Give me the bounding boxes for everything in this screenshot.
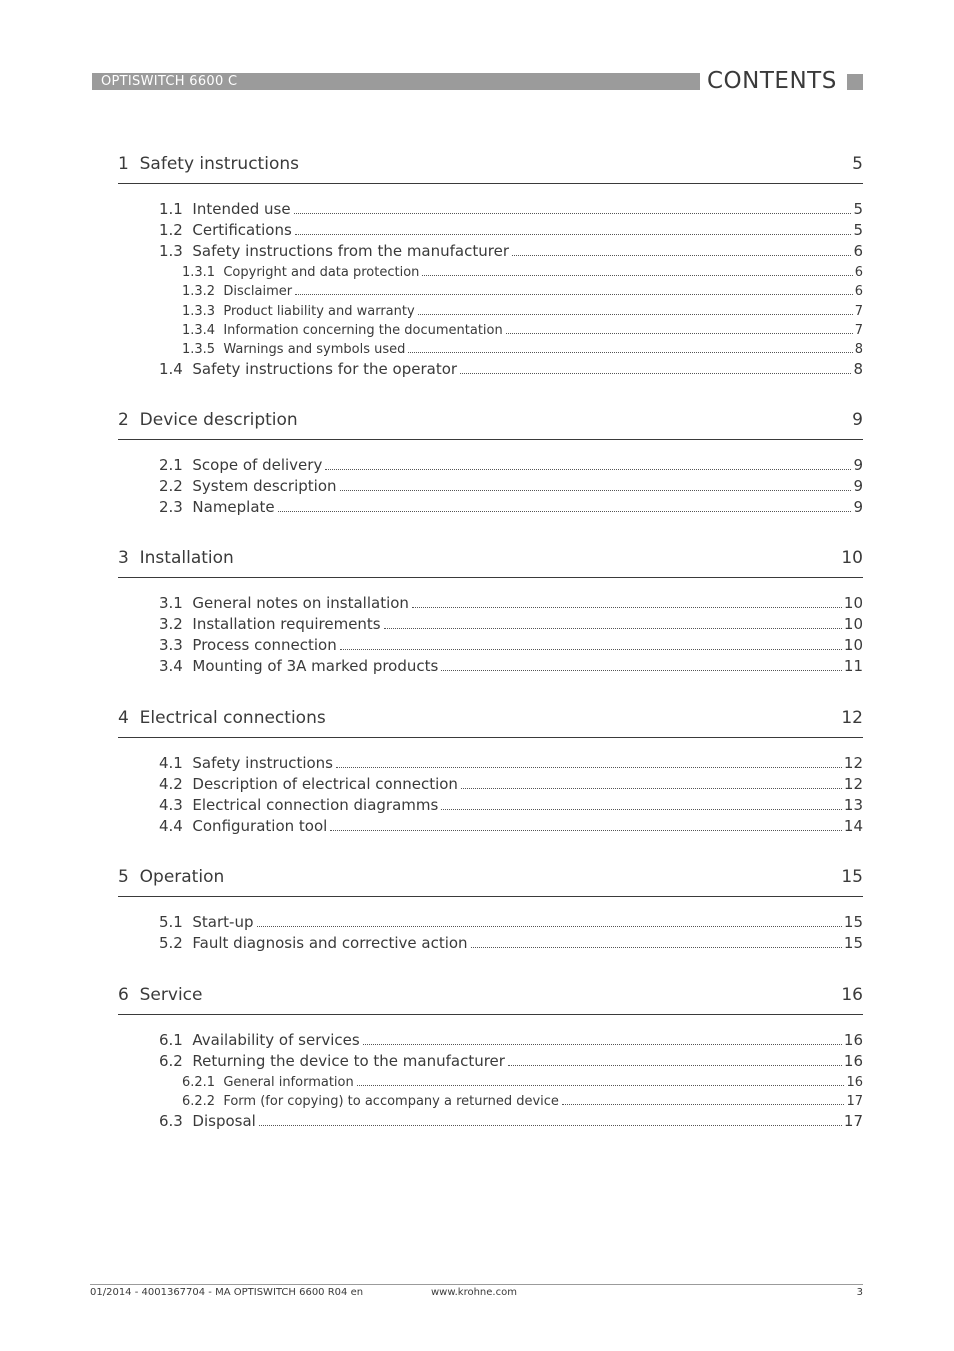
toc-chapter-label: Installation: [139, 548, 234, 568]
toc-chapter-label: Service: [139, 985, 203, 1005]
toc-chapter-title: [118, 979, 202, 1011]
toc-chapter-number: 4: [118, 708, 129, 728]
dot-leader: [412, 607, 842, 608]
toc-chapter-number: 3: [118, 548, 129, 568]
toc-entry[interactable]: [159, 220, 863, 241]
dot-leader: [461, 788, 842, 789]
toc-entry-page: 17: [846, 1094, 863, 1110]
dot-leader: [506, 333, 853, 334]
toc-entry-page: 14: [843, 817, 863, 835]
page-footer: [90, 1284, 863, 1304]
dot-leader: [562, 1104, 845, 1105]
toc-chapter-number: 1: [118, 154, 129, 174]
toc-entry[interactable]: [182, 263, 863, 282]
toc-entry-number: 1.4: [159, 359, 183, 378]
dot-leader: [408, 352, 852, 353]
toc-entry[interactable]: [159, 656, 863, 677]
dot-leader: [422, 275, 852, 276]
toc-entry-page: 9: [853, 456, 863, 474]
toc-entry[interactable]: [182, 282, 863, 301]
toc-entry[interactable]: [182, 321, 863, 340]
toc-entry-title: Configuration tool: [192, 817, 328, 835]
toc-entry-number: 3.4: [159, 657, 183, 675]
toc-entry[interactable]: [159, 497, 863, 518]
toc-chapter[interactable]: [118, 702, 863, 738]
toc-entry-page: 15: [843, 934, 863, 952]
toc-entry[interactable]: [159, 795, 863, 816]
toc-entry-page: 11: [843, 657, 863, 675]
toc-entry[interactable]: [182, 1092, 863, 1111]
toc-entry-title: Start-up: [192, 913, 254, 931]
toc-entry[interactable]: [182, 340, 863, 359]
toc-chapter-page: 12: [841, 708, 863, 728]
dot-leader: [295, 294, 853, 295]
toc-entry-page: 8: [853, 359, 863, 378]
toc-entry-title: Form (for copying) to accompany a returned device: [223, 1094, 559, 1110]
page-number: 3: [856, 1287, 863, 1298]
toc-entry-number: 1.3.2: [182, 284, 216, 300]
toc-entry-page: 10: [843, 594, 863, 612]
toc-entry-page: 5: [853, 200, 863, 218]
dot-leader: [384, 628, 842, 629]
toc-entry-title: System description: [192, 477, 337, 495]
dot-leader: [363, 1044, 842, 1045]
toc-chapter[interactable]: [118, 404, 863, 440]
toc-entry-number: 1.3: [159, 242, 183, 260]
toc-entry-number: 3.1: [159, 594, 183, 612]
toc-entry-page: 6: [854, 265, 863, 280]
toc-entry-number: 1.3.3: [182, 303, 216, 319]
toc-entry-title: Electrical connection diagramms: [192, 796, 439, 814]
dot-leader: [471, 947, 842, 948]
toc-chapter-page: 9: [852, 410, 863, 430]
page-title: CONTENTS: [707, 68, 837, 94]
toc-entry-title: General notes on installation: [192, 594, 409, 612]
dot-leader: [508, 1065, 842, 1066]
dot-leader: [340, 490, 852, 491]
toc-entry-title: Safety instructions for the operator: [192, 359, 458, 378]
toc-entry[interactable]: [159, 359, 863, 380]
dot-leader: [340, 649, 842, 650]
toc-entry-number: 2.2: [159, 477, 183, 495]
toc-entry[interactable]: [159, 199, 863, 220]
toc-entry-page: 13: [843, 796, 863, 814]
toc-chapter[interactable]: [118, 148, 863, 184]
toc-entry[interactable]: [159, 476, 863, 497]
toc-entry-number: 2.1: [159, 456, 183, 474]
toc-entry-title: Product liability and warranty: [223, 303, 415, 319]
toc-chapter-page: 15: [841, 867, 863, 887]
toc-chapter-title: [118, 148, 299, 180]
toc-chapter-label: Electrical connections: [139, 708, 326, 728]
dot-leader: [512, 255, 851, 256]
toc-entry[interactable]: [182, 1073, 863, 1092]
toc-entry-title: Fault diagnosis and corrective action: [192, 934, 468, 952]
toc-entry-title: Description of electrical connection: [192, 775, 458, 793]
toc-entry-number: 1.2: [159, 221, 183, 239]
toc-entry-page: 12: [843, 775, 863, 793]
toc-chapter-number: 6: [118, 985, 129, 1005]
toc-entry-title: Disclaimer: [223, 284, 293, 300]
toc-entry-page: 16: [843, 1052, 863, 1070]
toc-chapter[interactable]: [118, 979, 863, 1015]
toc-entry-number: 1.3.1: [182, 265, 216, 280]
toc-entry-number: 1.3.4: [182, 322, 216, 338]
toc-entry-number: 3.2: [159, 615, 183, 633]
toc-entry-page: 16: [846, 1075, 863, 1090]
toc-entry-page: 17: [843, 1111, 863, 1130]
toc-entry-number: 1.3.5: [182, 342, 216, 358]
toc-chapter[interactable]: [118, 542, 863, 578]
dot-leader: [259, 1125, 842, 1126]
dot-leader: [441, 670, 842, 671]
toc-entry-number: 6.1: [159, 1031, 183, 1049]
toc-entry-title: Certifications: [192, 221, 292, 239]
toc-entry[interactable]: [159, 912, 863, 933]
toc-entry[interactable]: [159, 635, 863, 656]
toc-entry[interactable]: [159, 593, 863, 614]
toc-entry-number: 6.2.2: [182, 1094, 216, 1110]
toc-chapter-label: Operation: [139, 867, 225, 887]
toc-entry-title: Returning the device to the manufacturer: [192, 1052, 505, 1070]
toc-chapter-page: 5: [852, 154, 863, 174]
toc-entry-title: Intended use: [192, 200, 291, 218]
toc-chapter-number: 2: [118, 410, 129, 430]
toc-entry-number: 4.4: [159, 817, 183, 835]
toc-entry-title: Warnings and symbols used: [223, 342, 406, 358]
toc-entry-number: 4.2: [159, 775, 183, 793]
toc-entry-page: 10: [843, 615, 863, 633]
toc-entry-page: 15: [843, 913, 863, 931]
toc-entry[interactable]: [159, 455, 863, 476]
toc-chapter-label: Safety instructions: [139, 154, 299, 174]
toc-entry-number: 5.2: [159, 934, 183, 952]
toc-entry-number: 4.1: [159, 754, 183, 772]
document-id: 01/2014 - 4001367704 - MA OPTISWITCH 6600 R04 en: [90, 1287, 364, 1298]
toc-chapter[interactable]: [118, 861, 863, 897]
dot-leader: [330, 830, 842, 831]
dot-leader: [278, 511, 852, 512]
dot-leader: [325, 469, 851, 470]
toc-entry-page: 16: [843, 1031, 863, 1049]
website-link[interactable]: www.krohne.com: [431, 1287, 517, 1298]
toc-entry-title: Safety instructions: [192, 754, 333, 772]
toc-chapter-title: [118, 702, 326, 734]
toc-entry-number: 6.2: [159, 1052, 183, 1070]
toc-entry-page: 12: [843, 754, 863, 772]
dot-leader: [418, 314, 853, 315]
toc-entry[interactable]: [159, 816, 863, 837]
toc-entry[interactable]: [159, 241, 863, 262]
toc-entry-number: 3.3: [159, 636, 183, 654]
toc-chapter-title: [118, 542, 234, 574]
toc-chapter-page: 10: [841, 548, 863, 568]
toc-entry[interactable]: [159, 614, 863, 635]
toc-entry-number: 6.3: [159, 1111, 183, 1130]
toc-entry-number: 6.2.1: [182, 1075, 216, 1090]
toc-entry[interactable]: [159, 774, 863, 795]
toc-chapter-title: [118, 404, 298, 436]
dot-leader: [257, 926, 842, 927]
toc-entry-title: Information concerning the documentation: [223, 322, 503, 338]
toc-entry-title: Mounting of 3A marked products: [192, 657, 439, 675]
toc-entry-title: General information: [223, 1075, 354, 1090]
toc-chapter-page: 16: [841, 985, 863, 1005]
toc-entry-title: Scope of delivery: [192, 456, 323, 474]
toc-chapter-number: 5: [118, 867, 129, 887]
toc-entry-page: 7: [854, 322, 863, 338]
dot-leader: [441, 809, 842, 810]
toc-entry-title: Availability of services: [192, 1031, 360, 1049]
header-square: [847, 74, 863, 90]
dot-leader: [357, 1085, 845, 1086]
dot-leader: [336, 767, 842, 768]
toc-entry-page: 9: [853, 498, 863, 516]
toc-entry-page: 5: [853, 221, 863, 239]
toc-entry-page: 6: [853, 242, 863, 260]
toc-entry-number: 5.1: [159, 913, 183, 931]
toc-entry-title: Nameplate: [192, 498, 275, 516]
dot-leader: [295, 234, 852, 235]
toc-entry[interactable]: [159, 1051, 863, 1072]
product-name: OPTISWITCH 6600 C: [101, 74, 238, 89]
dot-leader: [460, 373, 851, 374]
toc-entry-number: 1.1: [159, 200, 183, 218]
page-header: [92, 68, 863, 94]
toc-entry-page: 6: [854, 284, 863, 300]
dot-leader: [294, 213, 852, 214]
toc-entry-page: 9: [853, 477, 863, 495]
toc-entry-title: Disposal: [192, 1111, 256, 1130]
toc-entry-title: Safety instructions from the manufacturer: [192, 242, 509, 260]
toc-entry-number: 2.3: [159, 498, 183, 516]
toc-chapter-label: Device description: [139, 410, 298, 430]
toc-entry-title: Process connection: [192, 636, 337, 654]
toc-entry-number: 4.3: [159, 796, 183, 814]
toc-entry[interactable]: [159, 1111, 863, 1132]
toc-entry-page: 10: [843, 636, 863, 654]
toc-chapter-title: [118, 861, 224, 893]
toc-entry[interactable]: [159, 753, 863, 774]
toc-entry[interactable]: [182, 302, 863, 321]
toc-entry[interactable]: [159, 1030, 863, 1051]
toc-entry-page: 8: [854, 342, 863, 358]
toc-entry-title: Installation requirements: [192, 615, 381, 633]
toc-entry-title: Copyright and data protection: [223, 265, 420, 280]
toc-entry-page: 7: [854, 303, 863, 319]
toc-entry[interactable]: [159, 933, 863, 954]
